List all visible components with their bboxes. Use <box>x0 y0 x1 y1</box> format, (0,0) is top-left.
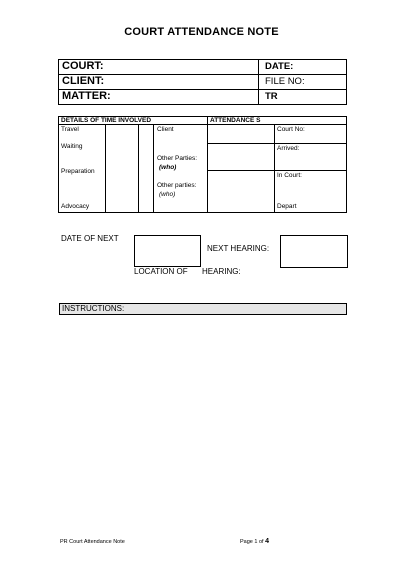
client-label-cell: Client <box>157 126 174 133</box>
table-header-divider <box>58 124 347 125</box>
page-total: 4 <box>265 538 269 545</box>
table-column-divider <box>153 124 154 213</box>
document-title: COURT ATTENDANCE NOTE <box>124 26 279 38</box>
date-of-next-box <box>134 235 201 267</box>
row-travel: Travel <box>61 126 79 133</box>
client-label: CLIENT: <box>62 75 105 87</box>
table-column-divider <box>207 116 208 213</box>
court-label: COURT: <box>62 60 104 72</box>
attendance-header: ATTENDANCE S <box>210 117 261 124</box>
other-parties-label-1: Other Parties: <box>157 155 198 162</box>
date-label: DATE: <box>265 61 294 72</box>
table-column-divider <box>274 124 275 213</box>
page-prefix: Page 1 of <box>240 539 264 545</box>
table-column-divider <box>105 124 106 213</box>
in-court-label: In Court: <box>277 172 302 179</box>
row-waiting: Waiting <box>61 143 83 150</box>
header-divider <box>258 59 259 105</box>
court-no-label: Court No: <box>277 126 305 133</box>
arrived-label: Arrived: <box>277 145 300 152</box>
hearing-label: HEARING: <box>202 267 241 276</box>
details-of-time-header: DETAILS OF TIME INVOLVED <box>61 117 152 124</box>
file-no-label: FILE NO: <box>265 76 305 87</box>
table-row-divider <box>207 170 347 171</box>
row-preparation: Preparation <box>61 168 95 175</box>
tr-label: TR <box>265 91 278 102</box>
instructions-label: INSTRUCTIONS: <box>62 304 125 313</box>
who-label-2: (who) <box>159 191 176 198</box>
instructions-bar <box>59 303 347 315</box>
row-advocacy: Advocacy <box>61 203 90 210</box>
depart-label: Depart <box>277 203 297 210</box>
next-hearing-label: NEXT HEARING: <box>207 244 270 253</box>
location-of-label: LOCATION OF <box>134 267 188 276</box>
footer-document-name: PR Court Attendance Note <box>60 539 125 545</box>
footer-page-number <box>240 538 269 545</box>
table-column-divider <box>138 124 139 213</box>
matter-label: MATTER: <box>62 90 111 102</box>
table-row-divider <box>207 143 347 144</box>
who-label-1: (who) <box>159 164 177 171</box>
next-hearing-box <box>280 235 348 268</box>
date-of-next-label: DATE OF NEXT <box>61 234 119 243</box>
other-parties-label-2: Other parties: <box>157 182 197 189</box>
